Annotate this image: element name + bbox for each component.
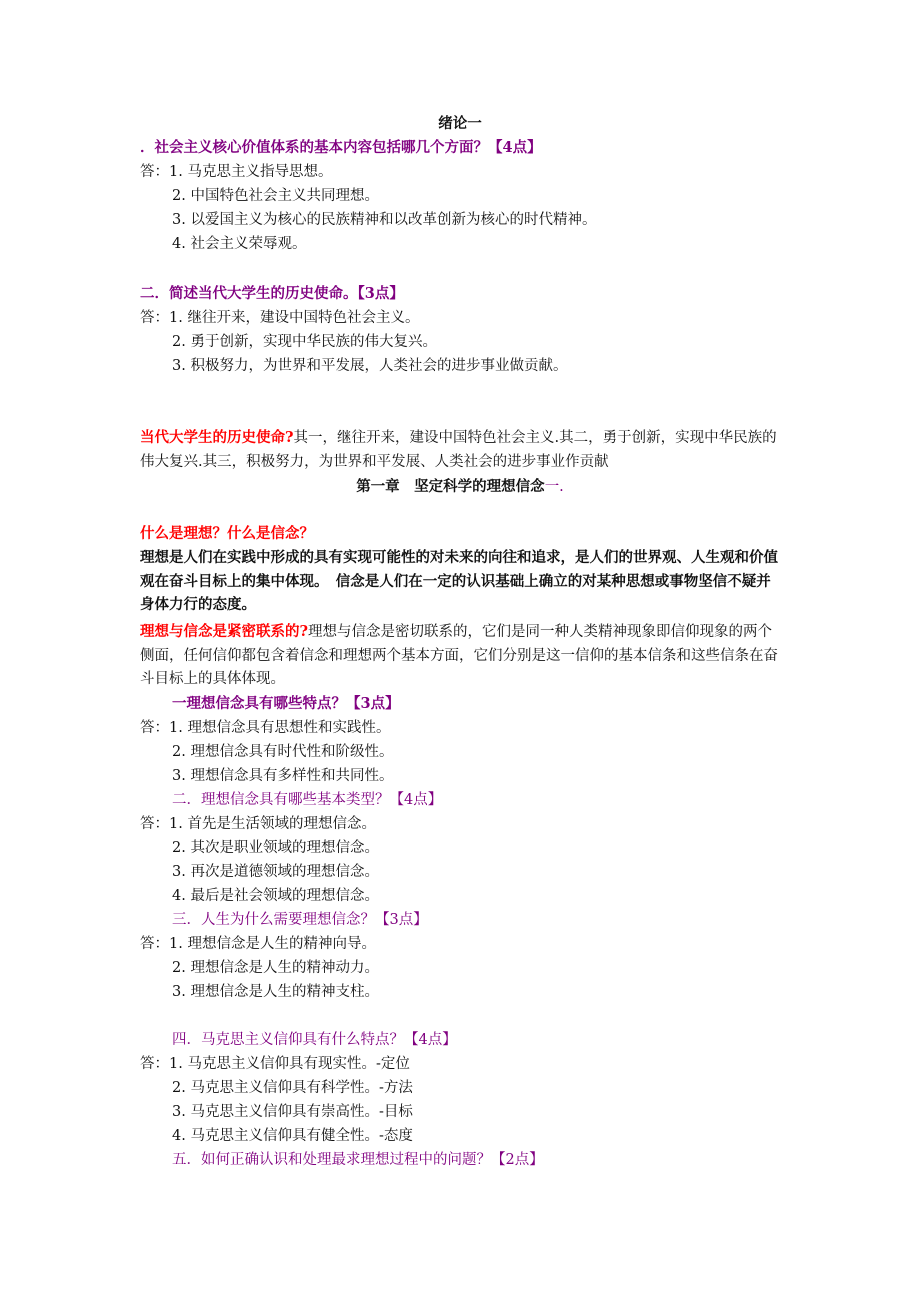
chapter-title [0, 475, 920, 499]
question-7: 五．如何正确认识和处理最求理想过程中的问题？【2点】 [172, 1152, 544, 1168]
relation-paragraph [140, 620, 785, 692]
relation-label: 理想与信念是紧密联系的? [140, 623, 308, 640]
answer-3-line-2: 2. 理想信念具有时代性和阶级性。 [172, 744, 394, 760]
answer-5-line-3: 3. 理想信念是人生的精神支柱。 [172, 984, 379, 1000]
answer-2-line-3: 3. 积极努力，为世界和平发展，人类社会的进步事业做贡献。 [172, 358, 568, 374]
section-title: 绪论一 [438, 115, 482, 132]
question-1: ．社会主义核心价值体系的基本内容包括哪几个方面？【4点】 [140, 139, 542, 156]
mission-paragraph [140, 426, 785, 474]
answer-1-line-4: 4. 社会主义荣辱观。 [172, 236, 307, 252]
answer-6-line-1: 答：1. 马克思主义信仰具有现实性。-定位 [140, 1056, 410, 1072]
answer-6-line-3: 3. 马克思主义信仰具有崇高性。-目标 [172, 1104, 413, 1120]
answer-4-line-3: 3. 再次是道德领域的理想信念。 [172, 864, 379, 880]
answer-4-line-4: 4. 最后是社会领域的理想信念。 [172, 888, 379, 904]
answer-5-line-1: 答：1. 理想信念是人生的精神向导。 [140, 936, 376, 952]
answer-1-line-1: 答：1. 马克思主义指导思想。 [140, 164, 333, 180]
mission-label: 当代大学生的历史使命? [140, 429, 294, 446]
question-3: 一理想信念具有哪些特点？【3点】 [172, 695, 400, 712]
answer-4-line-1: 答：1. 首先是生活领域的理想信念。 [140, 816, 376, 832]
answer-1-line-3: 3. 以爱国主义为核心的民族精神和以改革创新为核心的时代精神。 [172, 212, 597, 228]
answer-4-line-2: 2. 其次是职业领域的理想信念。 [172, 840, 379, 856]
relation-text: 理想与信念是密切联系的，它们是同一种人类精神现象即信仰现象的两个侧面，任何信仰都包含着信念和理想两个基本方面，它们分别是这一信仰的基本信条和这些信条在奋斗目标上的具体体现。 [140, 624, 778, 687]
question-4: 二．理想信念具有哪些基本类型？【4点】 [172, 792, 443, 808]
what-question: 什么是理想？什么是信念？ [140, 525, 314, 542]
answer-6-line-2: 2. 马克思主义信仰具有科学性。-方法 [172, 1080, 413, 1096]
answer-3-line-1: 答：1. 理想信念具有思想性和实践性。 [140, 720, 391, 736]
mission-text: 其一，继往开来，建设中国特色社会主义.其二，勇于创新，实现中华民族的伟大复兴.其三，积极努力，为世界和平发展、人类社会的进步事业作贡献 [140, 430, 777, 470]
answer-6-line-4: 4. 马克思主义信仰具有健全性。-态度 [172, 1128, 413, 1144]
answer-2-line-1: 答：1. 继往开来，建设中国特色社会主义。 [140, 310, 420, 326]
chapter-title-text: 第一章 坚定科学的理想信念 [356, 478, 545, 495]
chapter-title-suffix: 一. [544, 479, 564, 495]
answer-2-line-2: 2. 勇于创新，实现中华民族的伟大复兴。 [172, 334, 437, 350]
question-2: 二．简述当代大学生的历史使命。【3点】 [140, 285, 404, 302]
question-5: 三．人生为什么需要理想信念？【3点】 [172, 912, 428, 928]
question-6: 四．马克思主义信仰具有什么特点？【4点】 [172, 1032, 457, 1048]
answer-3-line-3: 3. 理想信念具有多样性和共同性。 [172, 768, 394, 784]
answer-5-line-2: 2. 理想信念是人生的精神动力。 [172, 960, 379, 976]
what-answer: 理想是人们在实践中形成的具有实现可能性的对未来的向往和追求，是人们的世界观、人生观和价值观在奋斗目标上的集中体现。 信念是人们在一定的认识基础上确立的对某种思想或事物坚信不疑并身体力行的态度。 [140, 549, 778, 613]
answer-1-line-2: 2. 中国特色社会主义共同理想。 [172, 188, 379, 204]
